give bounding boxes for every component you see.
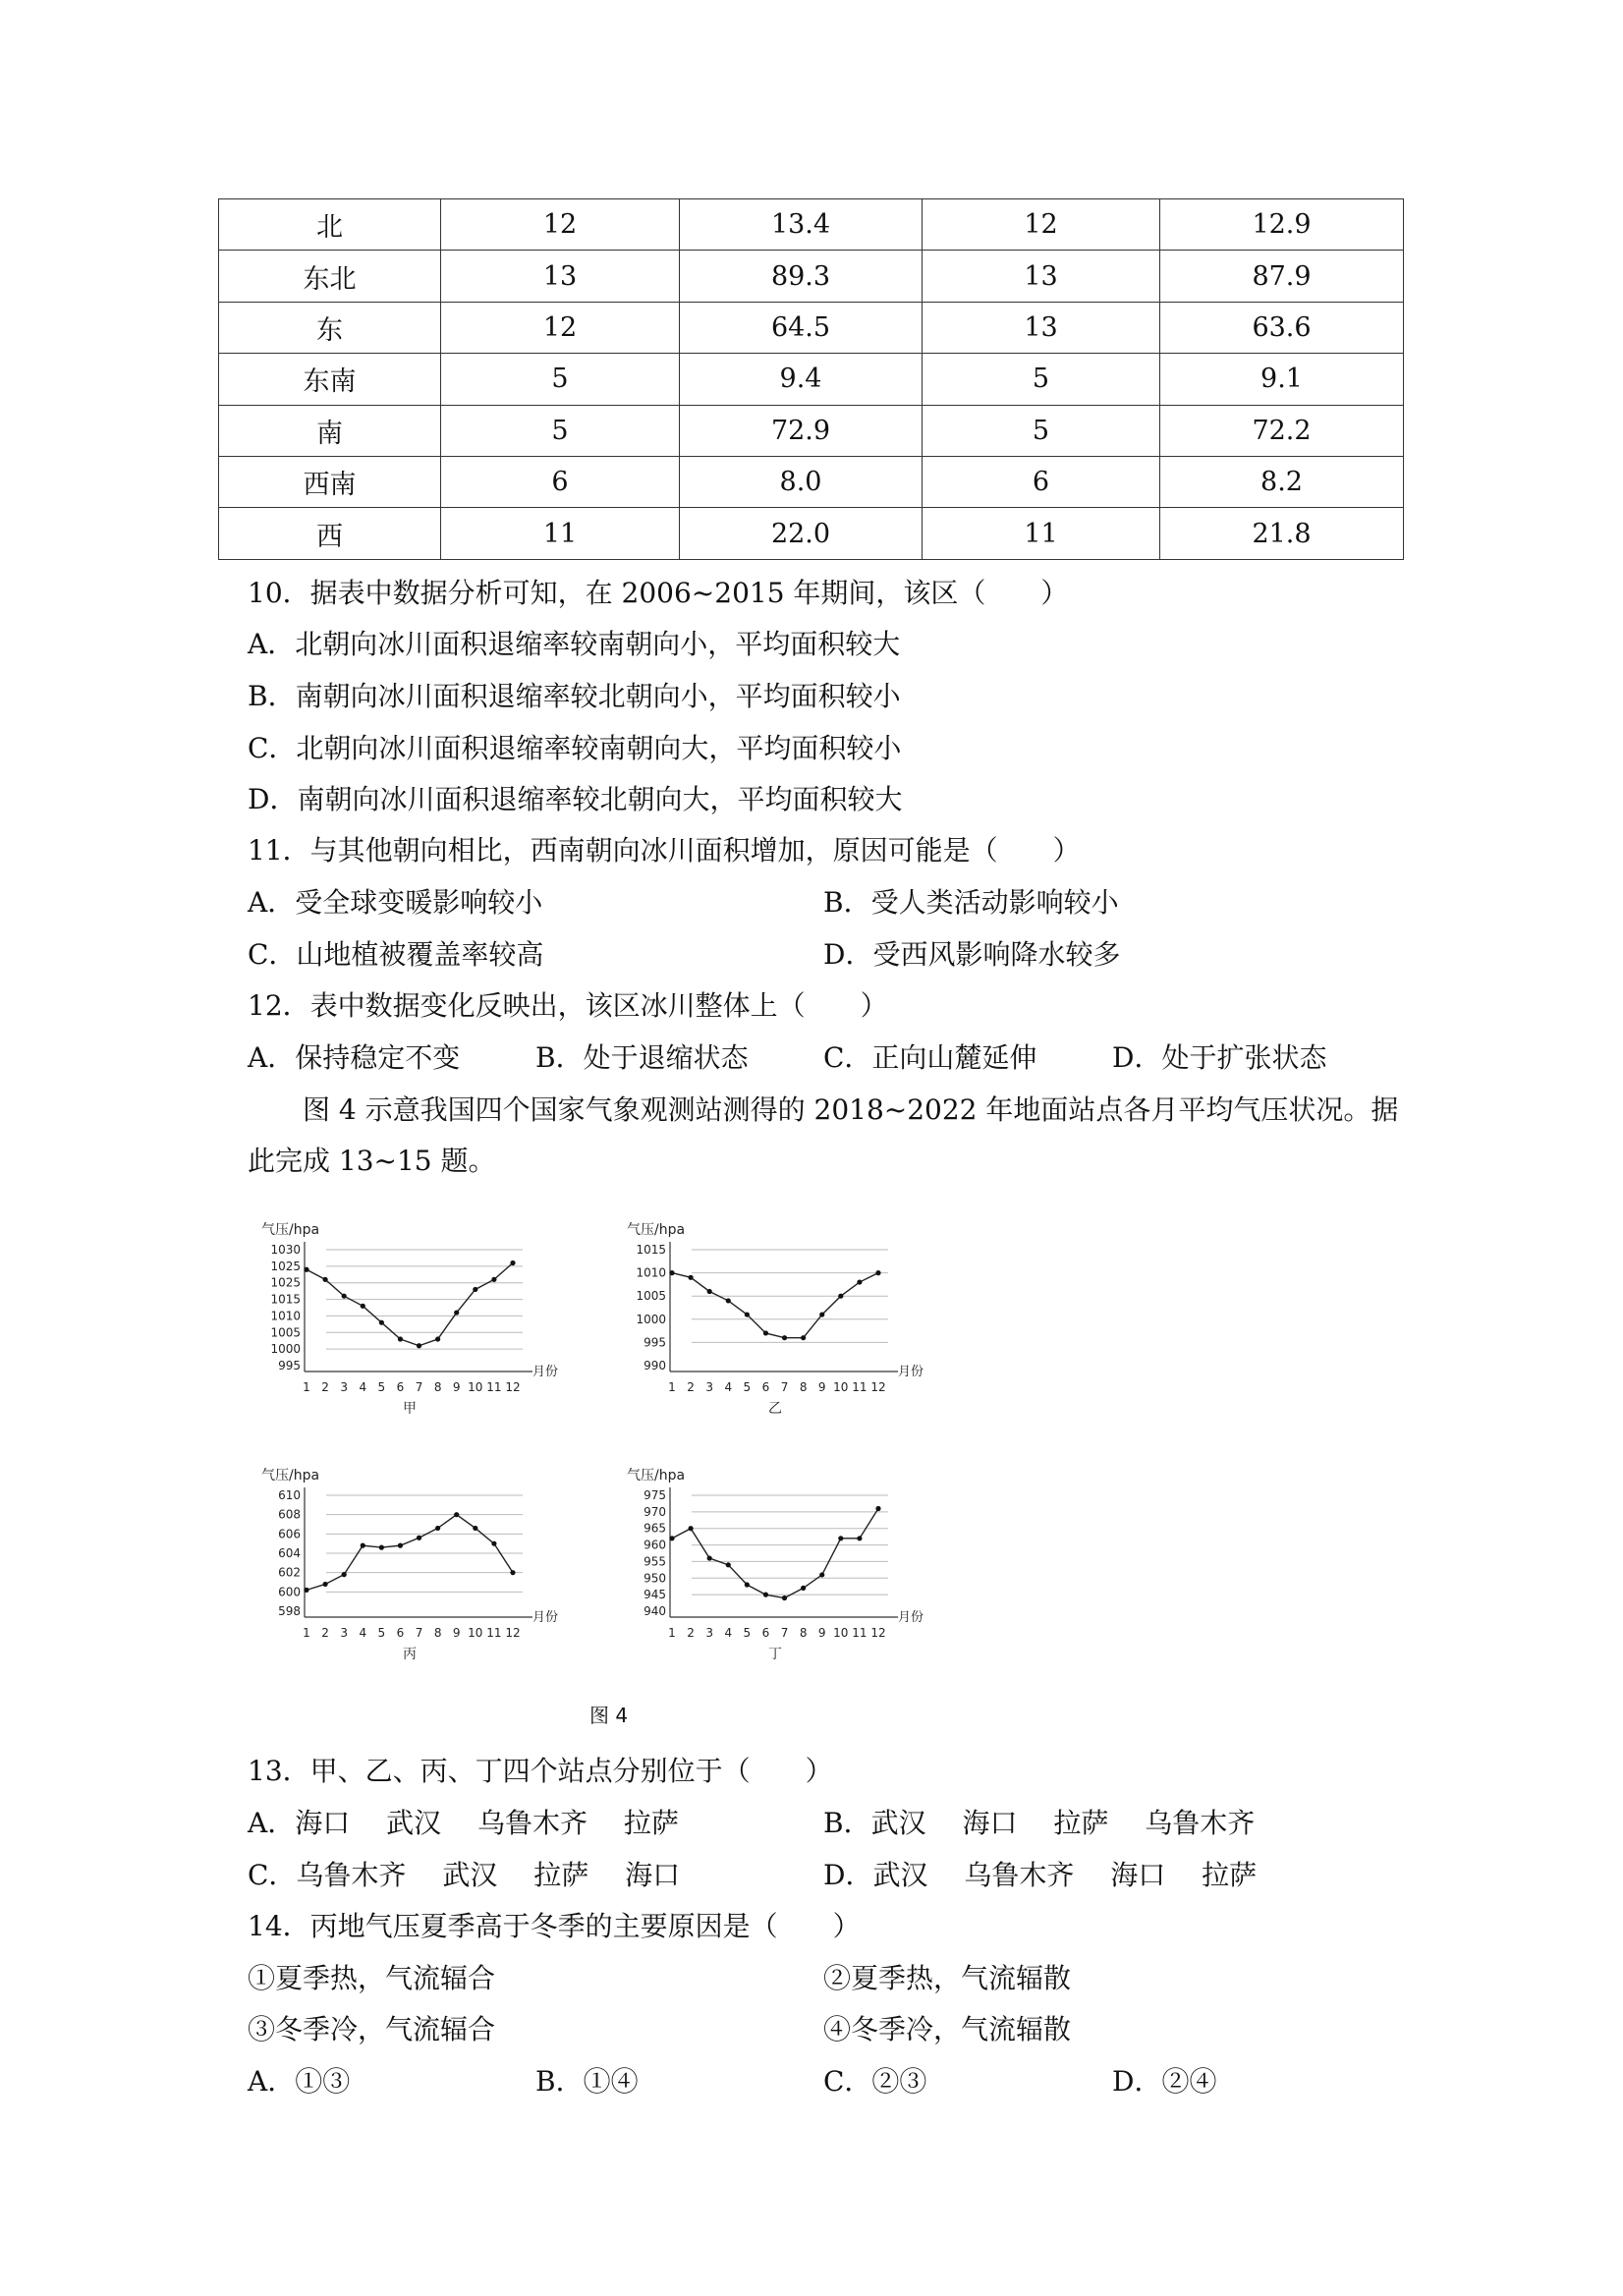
y-tick-label: 606	[278, 1527, 301, 1541]
data-point	[361, 1304, 365, 1309]
data-point	[669, 1270, 674, 1275]
x-tick-label: 8	[433, 1380, 442, 1394]
value-cell: 5	[923, 354, 1160, 405]
value-cell: 13.4	[680, 199, 923, 251]
x-tick-label: 8	[799, 1626, 808, 1640]
x-tick-label: 12	[870, 1626, 886, 1640]
direction-cell: 西	[219, 508, 441, 559]
x-tick-label: 10	[833, 1380, 849, 1394]
value-cell: 11	[441, 508, 680, 559]
series-line	[672, 1508, 878, 1597]
data-point	[322, 1582, 327, 1587]
direction-cell: 北	[219, 199, 441, 251]
x-axis-label: 月份	[532, 1365, 559, 1379]
data-point	[491, 1277, 496, 1282]
q14-option-a: A．①③	[248, 2065, 351, 2098]
y-tick-label: 1000	[270, 1342, 301, 1357]
x-tick-label: 5	[377, 1380, 386, 1394]
y-tick-label: 610	[278, 1488, 301, 1502]
y-tick-label: 995	[644, 1335, 666, 1350]
value-cell: 6	[441, 456, 680, 507]
y-tick-label: 1010	[270, 1309, 301, 1323]
x-tick-label: 4	[724, 1380, 733, 1394]
q13-option-d: D．武汉 乌鲁木齐 海口 拉萨	[823, 1859, 1258, 1891]
data-point	[782, 1596, 787, 1600]
x-tick-label: 2	[687, 1380, 695, 1394]
data-point	[435, 1526, 440, 1531]
chart-jia	[257, 1218, 559, 1448]
x-tick-label: 3	[705, 1626, 714, 1640]
value-cell: 22.0	[680, 508, 923, 559]
data-point	[838, 1294, 843, 1299]
q13-option-a: A．海口 武汉 乌鲁木齐 拉萨	[248, 1807, 679, 1839]
data-point	[322, 1277, 327, 1282]
x-tick-label: 3	[705, 1380, 714, 1394]
value-cell: 8.0	[680, 456, 923, 507]
data-point	[669, 1536, 674, 1540]
q11-option-b: B．受人类活动影响较小	[823, 886, 1119, 919]
q11-option-a: A．受全球变暖影响较小	[248, 886, 543, 919]
data-point	[361, 1543, 365, 1548]
data-point	[707, 1555, 712, 1560]
x-tick-label: 9	[452, 1380, 461, 1394]
q14-statement-4: ④冬季冷，气流辐散	[823, 2013, 1072, 2045]
data-point	[342, 1294, 347, 1299]
chart-station-name: 丁	[768, 1647, 782, 1662]
chart-svg	[623, 1218, 924, 1444]
chart-station-name: 丙	[403, 1647, 417, 1662]
q11-stem: 11．与其他朝向相比，西南朝向冰川面积增加，原因可能是（ ）	[248, 834, 1081, 867]
x-tick-label: 6	[761, 1626, 770, 1640]
y-tick-label: 995	[278, 1359, 301, 1372]
data-point	[342, 1572, 347, 1577]
x-tick-label: 6	[396, 1380, 405, 1394]
q10-option-d: D．南朝向冰川面积退缩率较北朝向大，平均面积较大	[248, 783, 903, 815]
chart-svg	[257, 1218, 559, 1444]
x-tick-label: 12	[505, 1626, 521, 1640]
data-point	[801, 1335, 806, 1340]
x-tick-label: 6	[761, 1380, 770, 1394]
y-tick-label: 1000	[636, 1312, 666, 1326]
x-tick-label: 3	[340, 1380, 349, 1394]
x-tick-label: 9	[817, 1380, 826, 1394]
data-point	[857, 1536, 862, 1540]
q10-stem: 10．据表中数据分析可知，在 2006~2015 年期间，该区（ ）	[248, 577, 1069, 609]
x-tick-label: 7	[415, 1380, 423, 1394]
value-cell: 5	[441, 405, 680, 456]
x-tick-label: 12	[505, 1380, 521, 1394]
data-point	[726, 1298, 731, 1303]
x-axis-label: 月份	[532, 1610, 559, 1625]
chart-svg	[623, 1464, 924, 1690]
y-tick-label: 1010	[636, 1265, 666, 1280]
data-point	[707, 1289, 712, 1294]
value-cell: 12	[441, 302, 680, 353]
table-row	[219, 251, 1404, 302]
data-point	[782, 1335, 787, 1340]
data-point	[763, 1330, 768, 1335]
data-point	[688, 1526, 693, 1531]
y-tick-label: 608	[278, 1507, 301, 1522]
x-tick-label: 10	[468, 1380, 483, 1394]
series-line	[672, 1273, 878, 1338]
table-row	[219, 354, 1404, 405]
y-tick-label: 940	[644, 1604, 666, 1618]
y-tick-label: 1005	[636, 1289, 666, 1304]
value-cell: 5	[441, 354, 680, 405]
x-tick-label: 11	[852, 1626, 867, 1640]
data-point	[379, 1545, 384, 1550]
series-line	[307, 1262, 513, 1345]
y-tick-label: 955	[644, 1554, 666, 1569]
data-point	[417, 1536, 421, 1540]
x-tick-label: 2	[687, 1626, 695, 1640]
x-axis-label: 月份	[898, 1365, 924, 1379]
y-tick-label: 600	[278, 1585, 301, 1599]
value-cell: 13	[923, 302, 1160, 353]
value-cell: 13	[441, 251, 680, 302]
data-point	[819, 1572, 824, 1577]
x-tick-label: 4	[724, 1626, 733, 1640]
data-point	[454, 1310, 459, 1315]
value-cell: 72.2	[1160, 405, 1404, 456]
value-cell: 5	[923, 405, 1160, 456]
y-axis-label: 气压/hpa	[261, 1468, 320, 1484]
data-point	[304, 1267, 308, 1272]
value-cell: 63.6	[1160, 302, 1404, 353]
q14-option-b: B．①④	[535, 2065, 639, 2098]
direction-cell: 南	[219, 405, 441, 456]
data-point	[510, 1260, 515, 1265]
y-tick-label: 1025	[270, 1259, 301, 1273]
y-tick-label: 604	[278, 1546, 301, 1560]
chart-bing	[257, 1464, 559, 1694]
data-point	[491, 1541, 496, 1546]
x-tick-label: 1	[303, 1380, 310, 1394]
x-tick-label: 1	[303, 1626, 310, 1640]
q10-option-c: C．北朝向冰川面积退缩率较南朝向大，平均面积较小	[248, 732, 902, 764]
q14-stem: 14．丙地气压夏季高于冬季的主要原因是（ ）	[248, 1910, 861, 1942]
q14-statement-1: ①夏季热，气流辐合	[248, 1962, 496, 1994]
q14-statement-3: ③冬季冷，气流辐合	[248, 2013, 496, 2045]
data-point	[801, 1586, 806, 1591]
x-tick-label: 7	[415, 1626, 423, 1640]
y-tick-label: 975	[644, 1488, 666, 1502]
data-point	[510, 1570, 515, 1575]
y-tick-label: 950	[644, 1571, 666, 1586]
y-tick-label: 1030	[270, 1243, 301, 1257]
chart-ding	[623, 1464, 924, 1694]
value-cell: 8.2	[1160, 456, 1404, 507]
chart-station-name: 甲	[403, 1401, 417, 1417]
y-axis-label: 气压/hpa	[627, 1468, 686, 1484]
data-point	[435, 1336, 440, 1341]
q13-option-b: B．武汉 海口 拉萨 乌鲁木齐	[823, 1807, 1256, 1839]
value-cell: 64.5	[680, 302, 923, 353]
data-point	[875, 1270, 880, 1275]
q12-option-a: A．保持稳定不变	[248, 1041, 461, 1074]
data-point	[838, 1536, 843, 1540]
data-point	[688, 1275, 693, 1280]
value-cell: 9.1	[1160, 354, 1404, 405]
q14-option-d: D．②④	[1112, 2065, 1217, 2098]
y-tick-label: 990	[644, 1359, 666, 1372]
value-cell: 87.9	[1160, 251, 1404, 302]
chart-yi	[623, 1218, 924, 1448]
y-tick-label: 970	[644, 1504, 666, 1519]
q12-option-c: C．正向山麓延伸	[823, 1041, 1037, 1074]
value-cell: 21.8	[1160, 508, 1404, 559]
y-tick-label: 1025	[270, 1275, 301, 1290]
y-tick-label: 960	[644, 1538, 666, 1552]
q14-statement-2: ②夏季热，气流辐散	[823, 1962, 1072, 1994]
x-tick-label: 1	[668, 1380, 676, 1394]
data-point	[473, 1526, 477, 1531]
q13-stem: 13．甲、乙、丙、丁四个站点分别位于（ ）	[248, 1755, 833, 1787]
table-row	[219, 456, 1404, 507]
q11-option-c: C．山地植被覆盖率较高	[248, 938, 544, 971]
value-cell: 12.9	[1160, 199, 1404, 251]
direction-cell: 东南	[219, 354, 441, 405]
q10-option-a: A．北朝向冰川面积退缩率较南朝向小，平均面积较大	[248, 628, 901, 660]
x-tick-label: 8	[799, 1380, 808, 1394]
x-tick-label: 2	[321, 1380, 329, 1394]
q10-option-b: B．南朝向冰川面积退缩率较北朝向小，平均面积较小	[248, 680, 901, 712]
q12-stem: 12．表中数据变化反映出，该区冰川整体上（ ）	[248, 989, 888, 1022]
x-tick-label: 4	[359, 1380, 367, 1394]
value-cell: 12	[441, 199, 680, 251]
data-point	[454, 1512, 459, 1517]
y-axis-label: 气压/hpa	[627, 1222, 686, 1238]
x-tick-label: 10	[468, 1626, 483, 1640]
x-tick-label: 11	[852, 1380, 867, 1394]
value-cell: 9.4	[680, 354, 923, 405]
x-tick-label: 9	[452, 1626, 461, 1640]
y-axis-label: 气压/hpa	[261, 1222, 320, 1238]
table-row	[219, 199, 1404, 251]
value-cell: 12	[923, 199, 1160, 251]
data-point	[417, 1343, 421, 1348]
x-tick-label: 5	[377, 1626, 386, 1640]
x-tick-label: 12	[870, 1380, 886, 1394]
y-tick-label: 965	[644, 1521, 666, 1536]
direction-cell: 西南	[219, 456, 441, 507]
table-row	[219, 405, 1404, 456]
x-tick-label: 2	[321, 1626, 329, 1640]
y-tick-label: 1015	[270, 1292, 301, 1307]
q13-option-c: C．乌鲁木齐 武汉 拉萨 海口	[248, 1859, 681, 1891]
value-cell: 11	[923, 508, 1160, 559]
q14-option-c: C．②③	[823, 2065, 927, 2098]
x-tick-label: 5	[743, 1626, 752, 1640]
data-point	[745, 1312, 750, 1316]
direction-cell: 东北	[219, 251, 441, 302]
chart-station-name: 乙	[768, 1401, 782, 1417]
data-point	[304, 1588, 308, 1593]
table-body	[219, 199, 1404, 560]
x-tick-label: 6	[396, 1626, 405, 1640]
y-tick-label: 602	[278, 1565, 301, 1580]
value-cell: 72.9	[680, 405, 923, 456]
y-tick-label: 598	[278, 1604, 301, 1618]
data-point	[875, 1506, 880, 1511]
x-tick-label: 4	[359, 1626, 367, 1640]
chart-svg	[257, 1464, 559, 1690]
x-tick-label: 10	[833, 1626, 849, 1640]
value-cell: 13	[923, 251, 1160, 302]
x-tick-label: 3	[340, 1626, 349, 1640]
x-tick-label: 7	[780, 1626, 789, 1640]
data-point	[398, 1336, 403, 1341]
value-cell: 6	[923, 456, 1160, 507]
value-cell: 89.3	[680, 251, 923, 302]
x-tick-label: 5	[743, 1380, 752, 1394]
direction-cell: 东	[219, 302, 441, 353]
x-tick-label: 9	[817, 1626, 826, 1640]
y-tick-label: 1015	[636, 1243, 666, 1257]
glacier-data-table	[218, 198, 1404, 560]
x-tick-label: 7	[780, 1380, 789, 1394]
table-row	[219, 302, 1404, 353]
y-tick-label: 1005	[270, 1325, 301, 1340]
data-point	[857, 1279, 862, 1284]
data-point	[726, 1562, 731, 1567]
x-tick-label: 11	[486, 1626, 502, 1640]
y-tick-label: 945	[644, 1588, 666, 1602]
x-tick-label: 8	[433, 1626, 442, 1640]
x-tick-label: 11	[486, 1380, 502, 1394]
q12-option-b: B．处于退缩状态	[535, 1041, 749, 1074]
table-row	[219, 508, 1404, 559]
q12-option-d: D．处于扩张状态	[1112, 1041, 1327, 1074]
data-point	[763, 1593, 768, 1597]
q11-option-d: D．受西风影响降水较多	[823, 938, 1121, 971]
figure-intro-paragraph: 图 4 示意我国四个国家气象观测站测得的 2018~2022 年地面站点各月平均气压状况。据此完成 13~15 题。	[248, 1093, 1399, 1177]
data-point	[745, 1582, 750, 1587]
x-axis-label: 月份	[898, 1610, 924, 1625]
x-tick-label: 1	[668, 1626, 676, 1640]
data-point	[473, 1287, 477, 1292]
data-point	[819, 1312, 824, 1316]
series-line	[307, 1515, 513, 1591]
data-point	[398, 1543, 403, 1548]
figure-caption: 图 4	[589, 1704, 629, 1727]
data-point	[379, 1320, 384, 1325]
